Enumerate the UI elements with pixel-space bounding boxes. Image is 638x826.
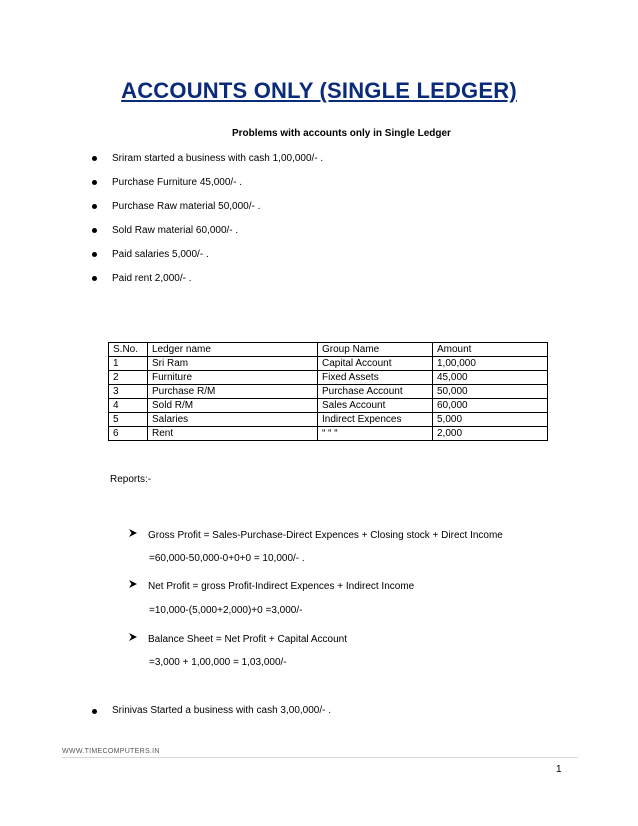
bullet-dot-icon (92, 252, 97, 257)
header-cell-ledger-name: Ledger name (148, 343, 318, 357)
list-item (92, 705, 331, 716)
list-item-text: Sriram started a business with cash 1,00,000/- . (112, 153, 324, 164)
table-row (109, 357, 548, 371)
table-cell: Sales Account (318, 399, 433, 413)
list-item-text: Srinivas Started a business with cash 3,00,000/- . (112, 705, 332, 716)
table-header-row (109, 343, 548, 357)
report-calculation: =60,000-50,000-0+0+0 = 10,000/- . (149, 553, 305, 564)
list-item-text: Paid rent 2,000/- . (112, 273, 192, 284)
header-cell-group-name: Group Name (318, 343, 433, 357)
table-cell: “ “ “ (318, 427, 433, 441)
table-cell: Capital Account (318, 357, 433, 371)
table-cell: 6 (109, 427, 148, 441)
footer-website: WWW.TIMECOMPUTERS.IN (62, 748, 160, 755)
table-row (109, 413, 548, 427)
table-cell: Purchase Account (318, 385, 433, 399)
table-cell: 1,00,000 (433, 357, 548, 371)
list-item (92, 176, 323, 200)
ledger-table (108, 342, 548, 441)
table-cell: Sri Ram (148, 357, 318, 371)
arrowhead-bullet-icon (128, 528, 140, 541)
transaction-list (92, 152, 323, 296)
table-cell: 4 (109, 399, 148, 413)
bullet-dot-icon (92, 204, 97, 209)
list-item (92, 152, 323, 176)
table-row (109, 385, 548, 399)
arrowhead-bullet-icon (128, 632, 140, 645)
table-cell: Indirect Expences (318, 413, 433, 427)
page-number: 1 (556, 764, 562, 775)
table-cell: 2,000 (433, 427, 548, 441)
table-cell: 45,000 (433, 371, 548, 385)
table-cell: 50,000 (433, 385, 548, 399)
list-item (92, 248, 323, 272)
table-cell: Purchase R/M (148, 385, 318, 399)
report-item-balance-sheet (128, 632, 347, 645)
report-formula: Gross Profit = Sales-Purchase-Direct Expences + Closing stock + Direct Income (148, 530, 503, 541)
page-title: ACCOUNTS ONLY (SINGLE LEDGER) (121, 78, 517, 103)
footer-divider (62, 757, 578, 758)
table-cell: 5,000 (433, 413, 548, 427)
list-item (92, 272, 323, 296)
report-formula: Net Profit = gross Profit-Indirect Expences + Indirect Income (148, 581, 415, 592)
table-cell: Rent (148, 427, 318, 441)
bullet-dot-icon (92, 180, 97, 185)
table-cell: 3 (109, 385, 148, 399)
table-cell: Fixed Assets (318, 371, 433, 385)
table-row (109, 371, 548, 385)
table-cell: 2 (109, 371, 148, 385)
report-formula: Balance Sheet = Net Profit + Capital Account (148, 634, 348, 645)
table-row (109, 427, 548, 441)
table-cell: 60,000 (433, 399, 548, 413)
bullet-dot-icon (92, 709, 97, 714)
header-cell-sno: S.No. (109, 343, 148, 357)
list-item-text: Purchase Furniture 45,000/- . (112, 177, 243, 188)
table-cell: Salaries (148, 413, 318, 427)
list-item-text: Sold Raw material 60,000/- . (112, 225, 239, 236)
table-cell: 5 (109, 413, 148, 427)
bullet-dot-icon (92, 228, 97, 233)
table-cell: Furniture (148, 371, 318, 385)
table-cell: Sold R/M (148, 399, 318, 413)
page-subtitle: Problems with accounts only in Single Ledger (232, 128, 451, 139)
list-item-text: Purchase Raw material 50,000/- . (112, 201, 261, 212)
report-calculation: =3,000 + 1,00,000 = 1,03,000/- (149, 657, 287, 668)
list-item (92, 200, 323, 224)
report-calculation: =10,000-(5,000+2,000)+0 =3,000/- (149, 605, 303, 616)
reports-label: Reports:- (110, 474, 152, 485)
arrowhead-bullet-icon (128, 579, 140, 592)
report-item-net-profit (128, 579, 414, 592)
list-item-text: Paid salaries 5,000/- . (112, 249, 209, 260)
table-cell: 1 (109, 357, 148, 371)
table-row (109, 399, 548, 413)
bullet-dot-icon (92, 156, 97, 161)
report-item-gross-profit (128, 528, 503, 541)
bullet-dot-icon (92, 276, 97, 281)
list-item (92, 224, 323, 248)
header-cell-amount: Amount (433, 343, 548, 357)
